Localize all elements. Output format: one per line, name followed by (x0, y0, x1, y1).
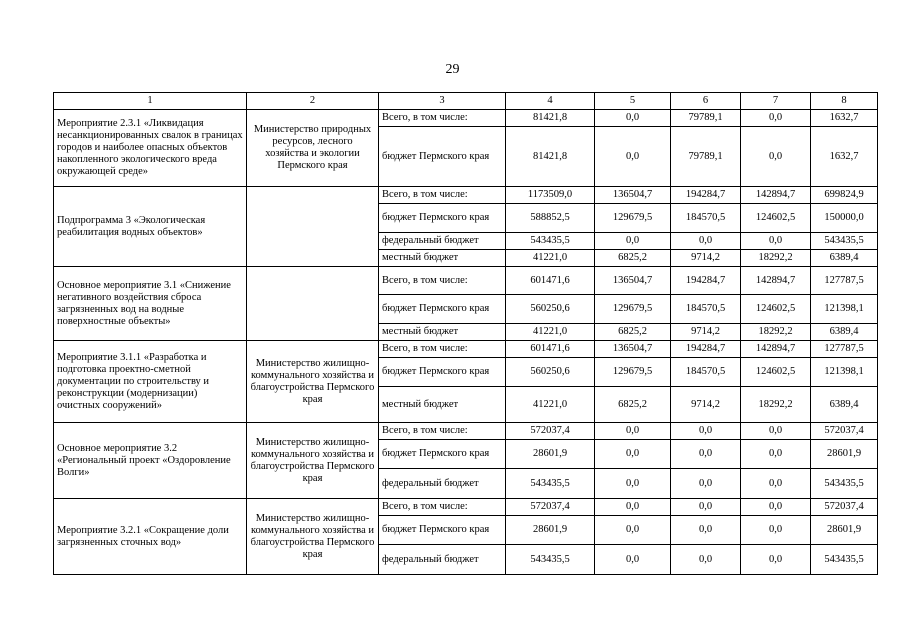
value-cell: 6389,4 (811, 324, 878, 341)
value-cell: 1632,7 (811, 110, 878, 127)
source-cell: федеральный бюджет (379, 469, 506, 499)
value-cell: 28601,9 (811, 440, 878, 469)
value-cell: 129679,5 (595, 204, 671, 233)
value-cell: 572037,4 (811, 499, 878, 516)
value-cell: 0,0 (595, 469, 671, 499)
value-cell: 0,0 (741, 233, 811, 250)
value-cell: 184570,5 (671, 358, 741, 387)
table-row (54, 423, 878, 440)
value-cell: 543435,5 (811, 469, 878, 499)
value-cell: 0,0 (671, 545, 741, 575)
source-cell: местный бюджет (379, 387, 506, 423)
value-cell: 41221,0 (506, 250, 595, 267)
value-cell: 18292,2 (741, 324, 811, 341)
column-header: 8 (811, 93, 878, 110)
column-header: 3 (379, 93, 506, 110)
column-header: 4 (506, 93, 595, 110)
value-cell: 0,0 (741, 516, 811, 545)
value-cell: 1173509,0 (506, 187, 595, 204)
value-cell: 184570,5 (671, 204, 741, 233)
table-row (54, 341, 878, 358)
value-cell: 543435,5 (811, 545, 878, 575)
ministry-cell (247, 267, 379, 341)
value-cell: 136504,7 (595, 267, 671, 295)
source-cell: местный бюджет (379, 250, 506, 267)
value-cell: 0,0 (741, 545, 811, 575)
value-cell: 129679,5 (595, 358, 671, 387)
value-cell: 28601,9 (506, 440, 595, 469)
header-row (54, 93, 878, 110)
source-cell: бюджет Пермского края (379, 204, 506, 233)
value-cell: 560250,6 (506, 358, 595, 387)
value-cell: 1632,7 (811, 127, 878, 187)
source-cell: Всего, в том числе: (379, 110, 506, 127)
value-cell: 0,0 (741, 423, 811, 440)
value-cell: 124602,5 (741, 204, 811, 233)
value-cell: 6389,4 (811, 250, 878, 267)
source-cell: федеральный бюджет (379, 233, 506, 250)
value-cell: 142894,7 (741, 267, 811, 295)
value-cell: 28601,9 (506, 516, 595, 545)
value-cell: 127787,5 (811, 267, 878, 295)
table-row (54, 499, 878, 516)
value-cell: 543435,5 (811, 233, 878, 250)
source-cell: бюджет Пермского края (379, 295, 506, 324)
value-cell: 0,0 (671, 516, 741, 545)
value-cell: 6825,2 (595, 324, 671, 341)
value-cell: 18292,2 (741, 387, 811, 423)
value-cell: 6825,2 (595, 250, 671, 267)
event-cell: Мероприятие 3.2.1 «Сокращение доли загрязненных сточных вод» (54, 499, 247, 575)
ministry-cell (247, 187, 379, 267)
value-cell: 79789,1 (671, 110, 741, 127)
budget-table (53, 92, 878, 575)
event-cell: Мероприятие 3.1.1 «Разработка и подготовка проектно-сметной документации по строительству и реконструкции (модернизации) очистных сооружений» (54, 341, 247, 423)
column-header: 2 (247, 93, 379, 110)
value-cell: 124602,5 (741, 295, 811, 324)
source-cell: федеральный бюджет (379, 545, 506, 575)
column-header: 1 (54, 93, 247, 110)
value-cell: 0,0 (595, 127, 671, 187)
value-cell: 588852,5 (506, 204, 595, 233)
value-cell: 124602,5 (741, 358, 811, 387)
value-cell: 543435,5 (506, 545, 595, 575)
ministry-cell: Министерство жилищно-коммунального хозяйства и благоустройства Пермского края (247, 341, 379, 423)
value-cell: 0,0 (741, 110, 811, 127)
value-cell: 601471,6 (506, 341, 595, 358)
value-cell: 572037,4 (506, 499, 595, 516)
value-cell: 0,0 (595, 499, 671, 516)
value-cell: 127787,5 (811, 341, 878, 358)
value-cell: 81421,8 (506, 110, 595, 127)
value-cell: 9714,2 (671, 250, 741, 267)
value-cell: 0,0 (595, 233, 671, 250)
value-cell: 129679,5 (595, 295, 671, 324)
value-cell: 0,0 (595, 110, 671, 127)
value-cell: 18292,2 (741, 250, 811, 267)
value-cell: 572037,4 (506, 423, 595, 440)
value-cell: 136504,7 (595, 341, 671, 358)
source-cell: Всего, в том числе: (379, 187, 506, 204)
source-cell: местный бюджет (379, 324, 506, 341)
source-cell: Всего, в том числе: (379, 423, 506, 440)
value-cell: 0,0 (595, 440, 671, 469)
source-cell: бюджет Пермского края (379, 127, 506, 187)
table-row (54, 267, 878, 295)
value-cell: 136504,7 (595, 187, 671, 204)
event-cell: Основное мероприятие 3.2 «Региональный проект «Оздоровление Волги» (54, 423, 247, 499)
value-cell: 601471,6 (506, 267, 595, 295)
value-cell: 81421,8 (506, 127, 595, 187)
value-cell: 28601,9 (811, 516, 878, 545)
source-cell: бюджет Пермского края (379, 516, 506, 545)
ministry-cell: Министерство жилищно-коммунального хозяйства и благоустройства Пермского края (247, 499, 379, 575)
value-cell: 0,0 (595, 545, 671, 575)
value-cell: 121398,1 (811, 358, 878, 387)
value-cell: 0,0 (595, 516, 671, 545)
ministry-cell: Министерство природных ресурсов, лесного хозяйства и экологии Пермского края (247, 110, 379, 187)
value-cell: 0,0 (595, 423, 671, 440)
source-cell: бюджет Пермского края (379, 440, 506, 469)
value-cell: 121398,1 (811, 295, 878, 324)
value-cell: 0,0 (671, 440, 741, 469)
value-cell: 0,0 (671, 423, 741, 440)
value-cell: 0,0 (741, 469, 811, 499)
event-cell: Основное мероприятие 3.1 «Снижение негативного воздействия сброса загрязненных вод на водные поверхностные объекты» (54, 267, 247, 341)
value-cell: 194284,7 (671, 187, 741, 204)
table-row (54, 110, 878, 127)
column-header: 7 (741, 93, 811, 110)
value-cell: 9714,2 (671, 387, 741, 423)
value-cell: 699824,9 (811, 187, 878, 204)
event-cell: Мероприятие 2.3.1 «Ликвидация несанкционированных свалок в границах городов и наиболее опасных объектов накопленного экологического вреда окружающей среде» (54, 110, 247, 187)
column-header: 5 (595, 93, 671, 110)
value-cell: 0,0 (741, 499, 811, 516)
value-cell: 41221,0 (506, 324, 595, 341)
event-cell: Подпрограмма 3 «Экологическая реабилитация водных объектов» (54, 187, 247, 267)
column-header: 6 (671, 93, 741, 110)
value-cell: 142894,7 (741, 341, 811, 358)
source-cell: бюджет Пермского края (379, 358, 506, 387)
value-cell: 0,0 (741, 127, 811, 187)
source-cell: Всего, в том числе: (379, 341, 506, 358)
value-cell: 184570,5 (671, 295, 741, 324)
value-cell: 79789,1 (671, 127, 741, 187)
value-cell: 194284,7 (671, 341, 741, 358)
value-cell: 0,0 (741, 440, 811, 469)
value-cell: 0,0 (671, 499, 741, 516)
value-cell: 0,0 (671, 469, 741, 499)
value-cell: 6389,4 (811, 387, 878, 423)
value-cell: 142894,7 (741, 187, 811, 204)
value-cell: 543435,5 (506, 469, 595, 499)
value-cell: 6825,2 (595, 387, 671, 423)
ministry-cell: Министерство жилищно-коммунального хозяйства и благоустройства Пермского края (247, 423, 379, 499)
value-cell: 41221,0 (506, 387, 595, 423)
table-row (54, 187, 878, 204)
source-cell: Всего, в том числе: (379, 267, 506, 295)
value-cell: 0,0 (671, 233, 741, 250)
value-cell: 543435,5 (506, 233, 595, 250)
value-cell: 150000,0 (811, 204, 878, 233)
value-cell: 194284,7 (671, 267, 741, 295)
value-cell: 572037,4 (811, 423, 878, 440)
value-cell: 560250,6 (506, 295, 595, 324)
page-number: 29 (445, 62, 460, 77)
value-cell: 9714,2 (671, 324, 741, 341)
source-cell: Всего, в том числе: (379, 499, 506, 516)
